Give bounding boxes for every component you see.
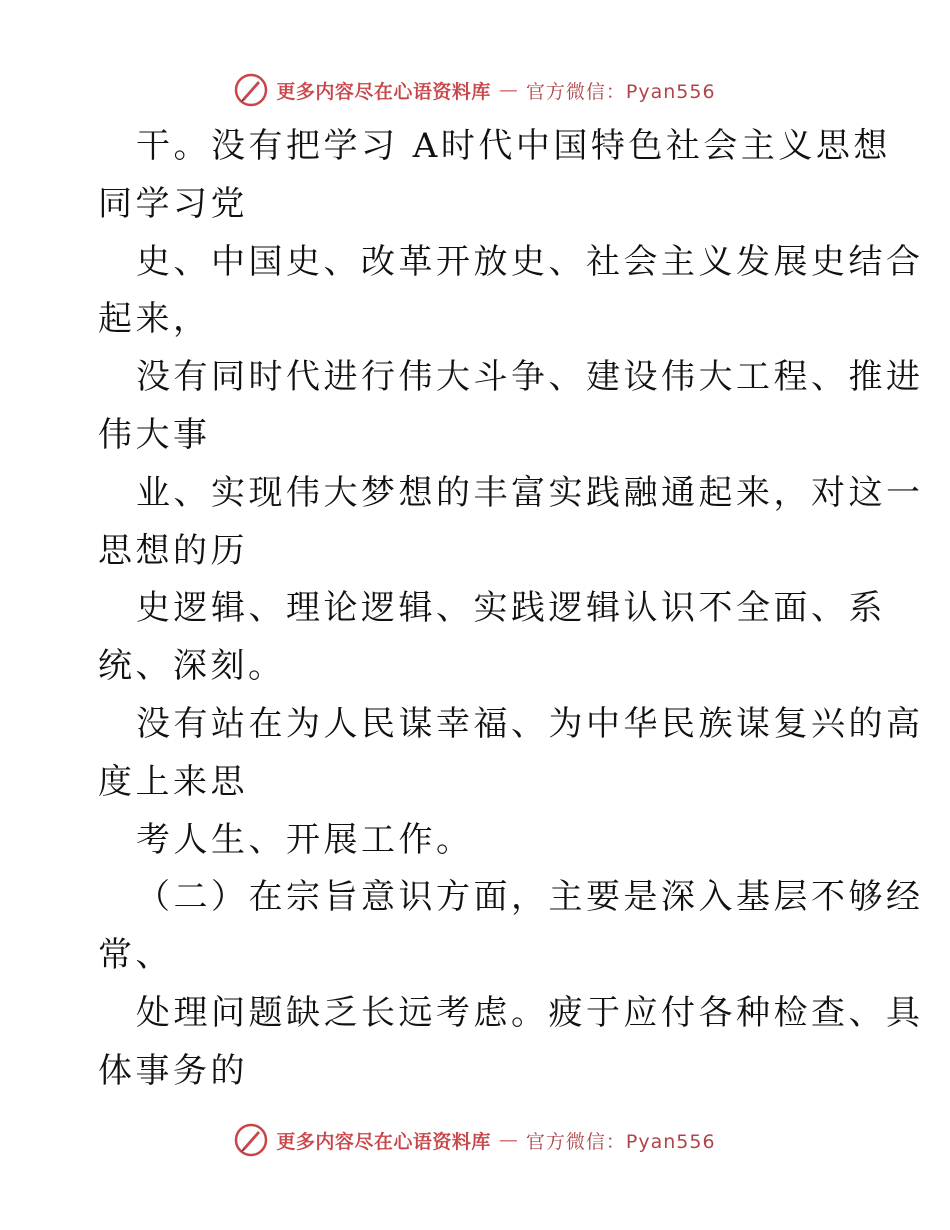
body-line-8: 思想的历	[98, 530, 248, 571]
body-line-9: 史逻辑、理论逻辑、实践逻辑认识不全面、系	[136, 588, 886, 629]
body-line-13: 考人生、开展工作。	[136, 819, 474, 860]
watermark-contact: 官方微信：Pyan556	[525, 1130, 716, 1153]
footer-watermark	[0, 1120, 950, 1160]
body-line-6: 伟大事	[98, 414, 211, 455]
watermark-contact: 官方微信：Pyan556	[525, 80, 716, 103]
body-line-4: 起来，	[98, 299, 211, 340]
body-line-15: 常、	[98, 935, 173, 976]
body-line-2: 同学习党	[98, 183, 248, 224]
quill-logo-icon	[234, 1123, 268, 1157]
body-line-11: 没有站在为人民谋幸福、为中华民族谋复兴的高	[136, 703, 924, 744]
document-body	[98, 118, 924, 1101]
body-line-14: （二）在宗旨意识方面，主要是深入基层不够经	[136, 877, 924, 918]
watermark-text: 更多内容尽在心语资料库	[276, 80, 491, 103]
watermark-dash: —	[498, 79, 518, 101]
watermark-dash: —	[498, 1129, 518, 1151]
body-line-7: 业、实现伟大梦想的丰富实践融通起来，对这一	[136, 472, 924, 513]
body-line-3: 史、中国史、改革开放史、社会主义发展史结合	[136, 241, 924, 282]
quill-logo-icon	[234, 73, 268, 107]
body-line-10: 统、深刻。	[98, 646, 286, 687]
body-line-5: 没有同时代进行伟大斗争、建设伟大工程、推进	[136, 357, 924, 398]
body-line-12: 度上来思	[98, 761, 248, 802]
body-line-17: 体事务的	[98, 1050, 248, 1091]
header-watermark	[0, 70, 950, 110]
body-line-16: 处理问题缺乏长远考虑。疲于应付各种检查、具	[136, 992, 924, 1033]
watermark-text: 更多内容尽在心语资料库	[276, 1130, 491, 1153]
body-line-1: 干。没有把学习 A时代中国特色社会主义思想	[136, 126, 891, 166]
